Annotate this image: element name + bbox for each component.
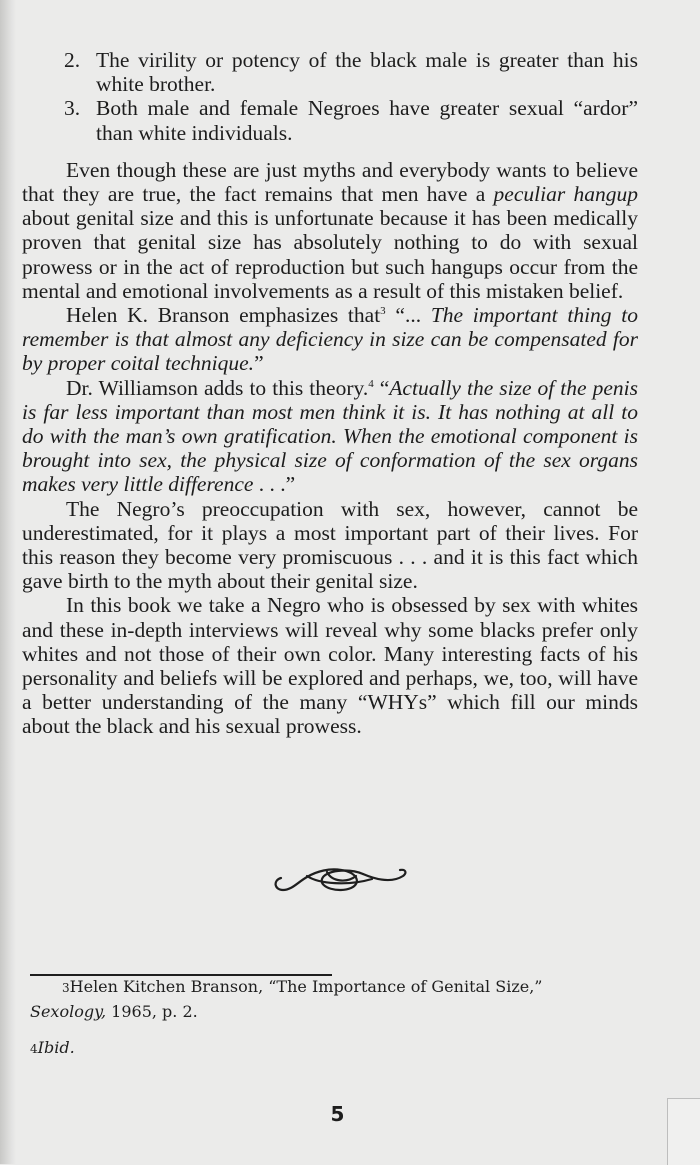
binding-gutter [0,0,16,1164]
footnotes [30,975,640,1061]
paragraph-text: Helen K. Branson emphasizes that [66,303,381,328]
quotation-italic-text: Actually the size of the penis is far less important than most men think it is. It has nothing at all to do with the man’s own gratification. When the emotional component is brought into sex, the physical size of conformation of the sex organs makes very little difference [22,375,638,497]
footnote-italic-text: Sexology, [30,1002,107,1021]
paragraph-text: “ [373,375,390,400]
page-number: 5 [330,1102,345,1126]
paragraph-preoccupation: The Negro’s preoccupation with sex, however, cannot be underestimated, for it plays a most important part of their lives. For this reason they become very promiscuous . . . and it is this fact which gave birth to the myth about their genital size. [22,496,638,594]
quotation-italic-text: The important thing to remember is that almost any deficiency in size can be compensated for by proper coital technique. [22,303,638,376]
paragraph-williamson [22,376,638,497]
list-item-2 [22,48,638,96]
paragraph-text: . . .” [253,472,296,497]
paragraph-myths [22,158,638,303]
list-item-text: Both male and female Negroes have greater sexual “ardor” than white individuals. [96,96,638,145]
footnote-reference: 3 [380,304,386,317]
footnote-italic-text: Ibid. [37,1038,75,1057]
paragraph-book-intro: In this book we take a Negro who is obsessed by sex with whites and these in-depth interviews will reveal why some blacks prefer only whites and not those of their own color. Many interesting facts of his personality and beliefs will be explored and perhaps, we, too, will have a better understanding of the many “WHYs” which fill our minds about the black and his sexual prowess. [22,593,638,739]
paragraph-branson [22,303,638,376]
footnote-reference: 4 [368,377,374,390]
footnote-3-continued [30,1000,640,1024]
paragraph-text: ” [254,351,264,376]
list-number: 3. [64,96,81,121]
list-number: 2. [64,48,81,72]
footnote-text: 1965, p. 2. [106,1002,198,1021]
paragraph-text: about genital size and this is unfortunate because it has been medically proven that genital size has absolutely nothing to do with sexual prowess or in the act of reproduction but such hangups occur from the mental and emotional involvements as a result of this mistaken belief. [22,206,638,303]
footnote-text: Helen Kitchen Branson, “The Importance of Genital Size,” [69,977,543,996]
page-body [22,48,638,739]
flourish-ornament [268,852,412,900]
footnote-mark: 4 [30,1042,38,1056]
paragraph-text: “... [385,303,431,328]
page-corner-edge [667,1098,700,1165]
footnote-3 [30,975,640,1000]
footnote-mark: 3 [62,981,70,995]
list-item-3 [22,96,638,144]
paragraph-text: Dr. Williamson adds to this theory. [66,375,369,400]
paragraph-italic-text: peculiar hangup [493,182,638,207]
list-item-text: The virility or potency of the black male is greater than his white brother. [96,48,638,97]
footnote-4 [30,1036,640,1061]
paragraph-text: Even though these are just myths and everybody wants to believe that they are true, the fact remains that men have a [22,157,638,207]
